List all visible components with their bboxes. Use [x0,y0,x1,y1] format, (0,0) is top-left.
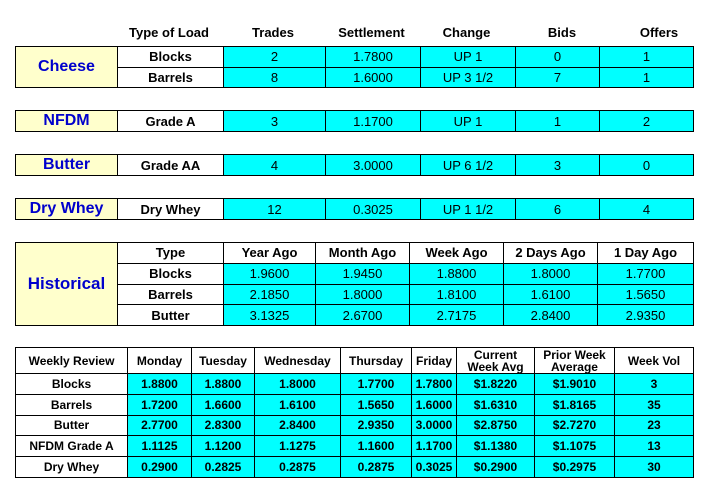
cheese-barrels-offers: 1 [600,67,694,88]
weekly-cell: 2.7700 [128,415,192,436]
historical-row-label: Butter [118,305,224,326]
historical-cell: 1.5650 [598,284,694,305]
butter-change: UP 6 1/2 [421,155,516,176]
butter-bids: 3 [516,155,600,176]
drywhey-offers: 4 [600,199,694,220]
weekly-current: $1.8220 [457,374,535,395]
butter-table [15,154,694,176]
header-type-of-load: Type of Load [129,24,209,40]
historical-cell: 1.8000 [316,284,410,305]
nfdm-label: NFDM [16,111,118,132]
weekly-cell: 1.1600 [341,436,412,457]
weekly-cell: 1.5650 [341,394,412,415]
prior-line1: Prior Week [543,347,606,362]
weekly-cell: 0.2875 [341,457,412,478]
historical-header-week-ago: Week Ago [410,243,504,264]
cheese-barrels-bids: 7 [516,67,600,88]
weekly-cell: 1.7200 [128,394,192,415]
weekly-cell: 1.8000 [255,374,341,395]
weekly-prior: $2.7270 [535,415,615,436]
historical-cell: 1.9450 [316,263,410,284]
weekly-header-thursday: Thursday [341,348,412,374]
weekly-cell: 2.9350 [341,415,412,436]
historical-cell: 1.8000 [504,263,598,284]
cheese-blocks-trades: 2 [224,47,326,68]
historical-table [15,242,694,326]
drywhey-settlement: 0.3025 [326,199,421,220]
weekly-current: $1.1380 [457,436,535,457]
cheese-blocks-settlement: 1.7800 [326,47,421,68]
weekly-row-label: Dry Whey [16,457,128,478]
weekly-prior: $1.8165 [535,394,615,415]
nfdm-settlement: 1.1700 [326,111,421,132]
top-header-row [116,22,708,42]
nfdm-table [15,110,694,132]
cheese-barrels-settlement: 1.6000 [326,67,421,88]
weekly-header-current-week-avg [457,348,535,374]
butter-label: Butter [16,155,118,176]
current-line2: Week Avg [467,359,524,374]
weekly-cell: 1.1125 [128,436,192,457]
historical-cell: 2.9350 [598,305,694,326]
weekly-cell: 1.6600 [192,394,255,415]
weekly-cell: 2.8300 [192,415,255,436]
cheese-blocks-bids: 0 [516,47,600,68]
nfdm-bids: 1 [516,111,600,132]
weekly-vol: 3 [615,374,694,395]
cheese-barrels-type: Barrels [118,67,224,88]
historical-cell: 2.7175 [410,305,504,326]
header-trades: Trades [252,24,294,40]
weekly-cell: 3.0000 [412,415,457,436]
header-change: Change [442,24,491,40]
nfdm-type: Grade A [118,111,224,132]
historical-header-2-days-ago: 2 Days Ago [504,243,598,264]
drywhey-change: UP 1 1/2 [421,199,516,220]
drywhey-trades: 12 [224,199,326,220]
weekly-cell: 0.2900 [128,457,192,478]
weekly-header-week-vol: Week Vol [615,348,694,374]
header-bids: Bids [547,24,577,40]
cheese-table [15,46,694,88]
historical-header-month-ago: Month Ago [316,243,410,264]
weekly-prior: $1.1075 [535,436,615,457]
weekly-cell: 1.8800 [192,374,255,395]
weekly-vol: 23 [615,415,694,436]
historical-cell: 1.7700 [598,263,694,284]
drywhey-table [15,198,694,220]
weekly-cell: 1.6100 [255,394,341,415]
butter-type: Grade AA [118,155,224,176]
historical-header-1-day-ago: 1 Day Ago [598,243,694,264]
weekly-row-label: Blocks [16,374,128,395]
weekly-cell: 1.1200 [192,436,255,457]
cheese-label: Cheese [16,47,118,88]
historical-label: Historical [16,243,118,326]
historical-cell: 1.6100 [504,284,598,305]
historical-cell: 2.1850 [224,284,316,305]
cheese-blocks-type: Blocks [118,47,224,68]
weekly-vol: 30 [615,457,694,478]
weekly-review-table [15,347,694,478]
weekly-header-monday: Monday [128,348,192,374]
weekly-cell: 1.7800 [412,374,457,395]
historical-cell: 2.8400 [504,305,598,326]
header-offers: Offers [639,24,679,40]
historical-cell: 1.8800 [410,263,504,284]
historical-row-label: Blocks [118,263,224,284]
weekly-cell: 0.3025 [412,457,457,478]
nfdm-offers: 2 [600,111,694,132]
weekly-header-prior-week-average [535,348,615,374]
weekly-header-label: Weekly Review [16,348,128,374]
weekly-cell: 1.8800 [128,374,192,395]
weekly-cell: 1.6000 [412,394,457,415]
header-settlement: Settlement [338,24,405,40]
weekly-prior: $0.2975 [535,457,615,478]
drywhey-bids: 6 [516,199,600,220]
weekly-row-label: Barrels [16,394,128,415]
weekly-current: $2.8750 [457,415,535,436]
historical-cell: 3.1325 [224,305,316,326]
weekly-prior: $1.9010 [535,374,615,395]
weekly-cell: 1.7700 [341,374,412,395]
historical-cell: 1.9600 [224,263,316,284]
weekly-header-friday: Friday [412,348,457,374]
weekly-row-label: NFDM Grade A [16,436,128,457]
cheese-blocks-change: UP 1 [421,47,516,68]
weekly-cell: 0.2825 [192,457,255,478]
historical-header-year-ago: Year Ago [224,243,316,264]
cheese-blocks-offers: 1 [600,47,694,68]
historical-cell: 1.8100 [410,284,504,305]
weekly-vol: 35 [615,394,694,415]
drywhey-label: Dry Whey [16,199,118,220]
historical-cell: 2.6700 [316,305,410,326]
butter-trades: 4 [224,155,326,176]
butter-settlement: 3.0000 [326,155,421,176]
weekly-current: $0.2900 [457,457,535,478]
cheese-barrels-change: UP 3 1/2 [421,67,516,88]
prior-line2: Average [551,359,598,374]
butter-offers: 0 [600,155,694,176]
weekly-cell: 0.2875 [255,457,341,478]
historical-row-label: Barrels [118,284,224,305]
cheese-barrels-trades: 8 [224,67,326,88]
weekly-header-tuesday: Tuesday [192,348,255,374]
current-line1: Current [473,347,518,362]
weekly-current: $1.6310 [457,394,535,415]
weekly-header-wednesday: Wednesday [255,348,341,374]
nfdm-trades: 3 [224,111,326,132]
weekly-row-label: Butter [16,415,128,436]
weekly-cell: 1.1700 [412,436,457,457]
weekly-vol: 13 [615,436,694,457]
weekly-cell: 2.8400 [255,415,341,436]
weekly-cell: 1.1275 [255,436,341,457]
drywhey-type: Dry Whey [118,199,224,220]
nfdm-change: UP 1 [421,111,516,132]
historical-header-type: Type [118,243,224,264]
